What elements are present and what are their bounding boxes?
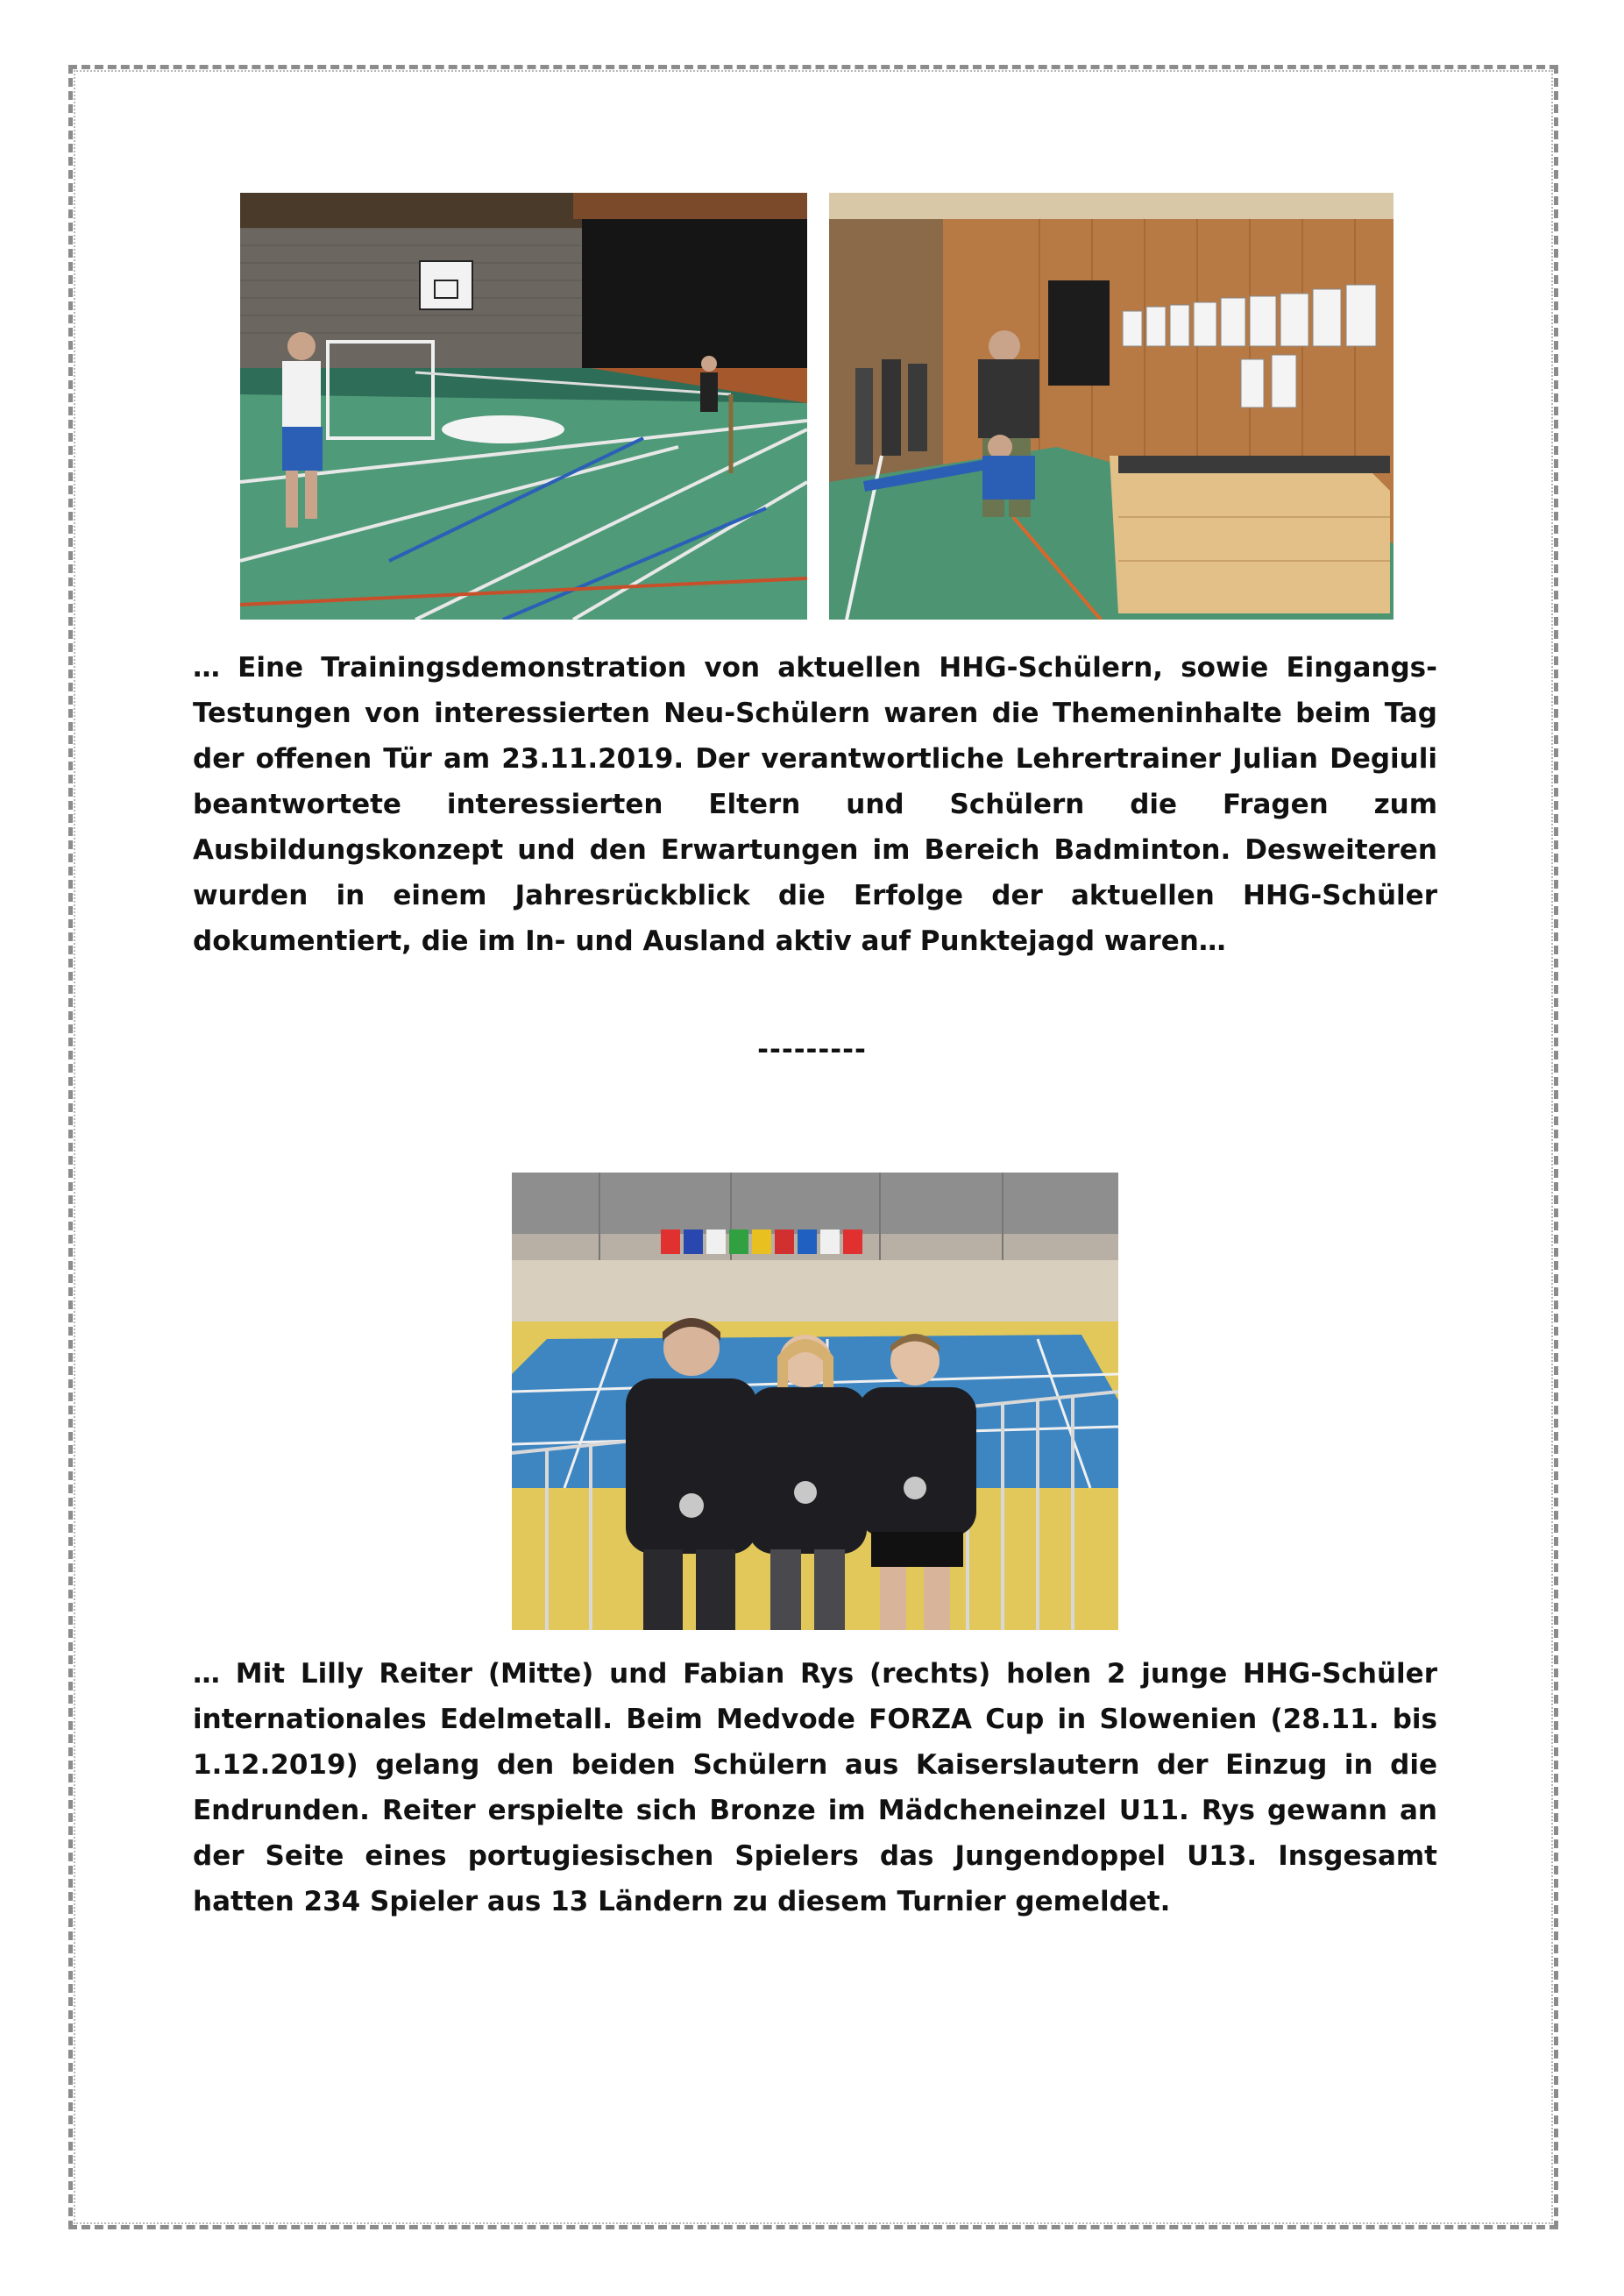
photo-training-graphic [240,193,807,620]
photo-testing-graphic [829,193,1394,620]
photo-entrance-testing [829,193,1394,620]
photo-medal-winners [512,1173,1118,1630]
article-paragraph-open-day: … Eine Trainingsdemonstration von aktuellen HHG-Schülern, sowie Eingangs-Testungen von interessierten Neu-Schülern waren die Themeninhalte beim Tag der offenen Tür am 23.11.2019. Der verantwortliche Lehrertrainer Julian Degiuli beantwortete interessierten Eltern und Schülern die Fragen zum Ausbildungskonzept und den Erwartungen im Bereich Badminton. Desweiteren wurden in einem Jahresrückblick die Erfolge der aktuellen HHG-Schüler dokumentiert, die im In- und Ausland aktiv auf Punktejagd waren… [193,652,1437,957]
photo-medals-graphic [512,1173,1118,1630]
article-paragraph-forza-cup: … Mit Lilly Reiter (Mitte) und Fabian Rys (rechts) holen 2 junge HHG-Schüler internationales Edelmetall. Beim Medvode FORZA Cup in Slowenien (28.11. bis 1.12.2019) gelang den beiden Schülern aus Kaiserslautern der Einzug in die Endrunden. Reiter erspielte sich Bronze im Mädcheneinzel U11. Rys gewann an der Seite eines portugiesischen Spielers das Jungendoppel U13. Insgesamt hatten 234 Spieler aus 13 Ländern zu diesem Turnier gemeldet. [193,1658,1437,1917]
section-separator: --------- [757,1034,867,1066]
photo-training-demonstration [240,193,807,620]
